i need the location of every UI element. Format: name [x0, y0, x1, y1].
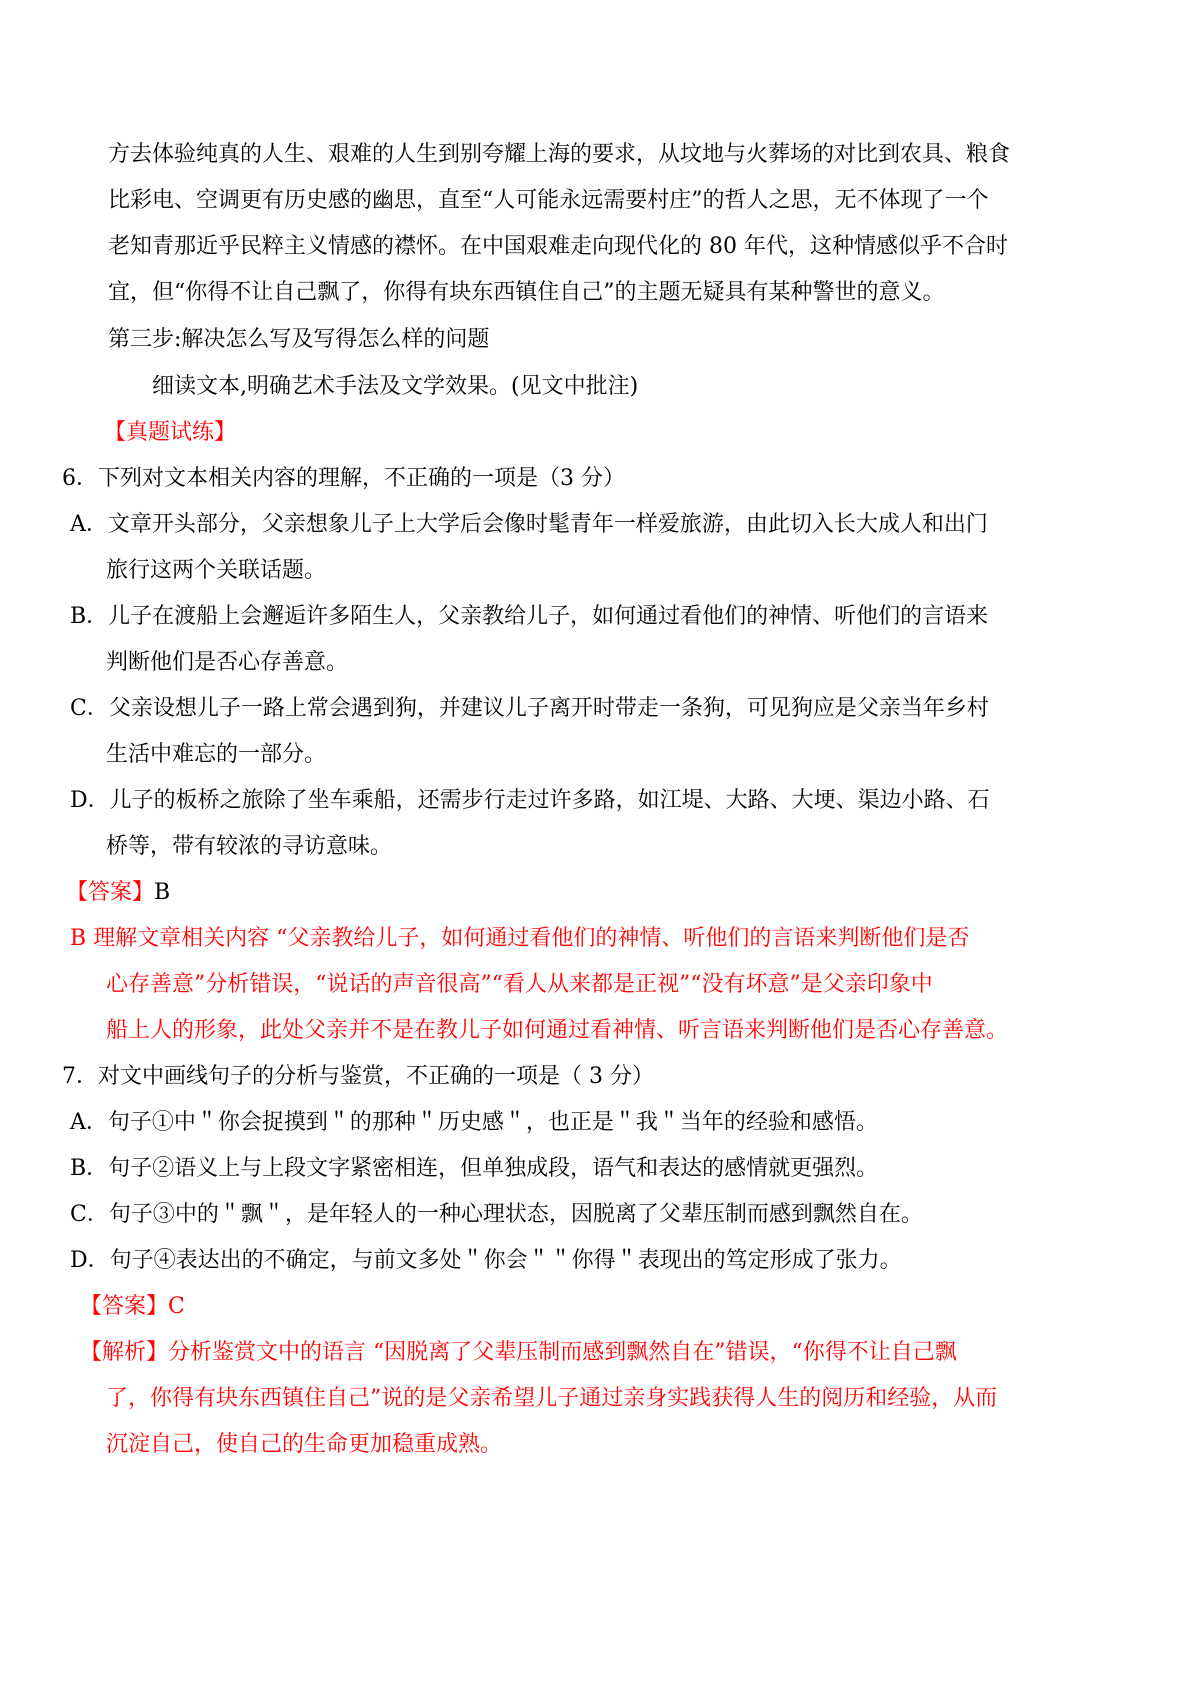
q6-option-a-line-1: A．文章开头部分，父亲想象儿子上大学后会像时髦青年一样爱旅游，由此切入长大成人和出门: [70, 512, 988, 537]
q6-option-c-line-1: C．父亲设想儿子一路上常会遇到狗，并建议儿子离开时带走一条狗，可见狗应是父亲当年乡村: [70, 696, 989, 721]
q7-option-d: D．句子④表达出的不确定，与前文多处＂你会＂＂你得＂表现出的笃定形成了张力。: [70, 1248, 902, 1273]
q6-option-d-line-2: 桥等，带有较浓的寻访意味。: [106, 834, 393, 859]
q6-answer: [66, 878, 170, 908]
passage-line-1: 方去体验纯真的人生、艰难的人生到别夸耀上海的要求，从坟地与火葬场的对比到农具、粮食: [108, 142, 1011, 167]
step3-title: 第三步:解决怎么写及写得怎么样的问题: [108, 327, 490, 352]
q7-analysis-line-3: 沉淀自己，使自己的生命更加稳重成熟。: [106, 1432, 503, 1457]
passage-line-4: 宜，但“你得不让自己飘了，你得有块东西镇住自己”的主题无疑具有某种警世的意义。: [108, 280, 945, 305]
section-label: 【真题试练】: [104, 420, 237, 445]
passage-line-2: 比彩电、空调更有历史感的幽思，直至“人可能永远需要村庄”的哲人之思，无不体现了一个: [108, 188, 989, 213]
q6-option-d-line-1: D．儿子的板桥之旅除了坐车乘船，还需步行走过许多路，如江堤、大路、大埂、渠边小路、石: [70, 788, 990, 813]
q7-answer: 【答案】C: [80, 1294, 185, 1319]
q7-option-b: B．句子②语义上与上段文字紧密相连，但单独成段，语气和表达的感情就更强烈。: [70, 1156, 879, 1181]
q6-stem: 6．下列对文本相关内容的理解，不正确的一项是（3 分）: [62, 466, 625, 491]
q6-analysis-line-1: B 理解文章相关内容 “父亲教给儿子，如何通过看他们的神情、听他们的言语来判断他们是否: [70, 926, 970, 951]
q6-answer-label: 【答案】: [66, 880, 155, 905]
q6-option-c-line-2: 生活中难忘的一部分。: [106, 742, 327, 767]
q6-option-a-line-2: 旅行这两个关联话题。: [106, 558, 327, 583]
passage-line-3: 老知青那近乎民粹主义情感的襟怀。在中国艰难走向现代化的 80 年代，这种情感似乎不合时: [108, 234, 1008, 259]
q6-analysis-line-2: 心存善意”分析错误，“说话的声音很高”“看人从来都是正视”“没有坏意”是父亲印象中: [106, 972, 933, 997]
step3-body: 细读文本,明确艺术手法及文学效果。(见文中批注): [152, 374, 639, 399]
q7-option-c: C．句子③中的＂飘＂，是年轻人的一种心理状态，因脱离了父辈压制而感到飘然自在。: [70, 1202, 923, 1227]
q6-answer-value: B: [154, 880, 171, 905]
q7-stem: 7．对文中画线句子的分析与鉴赏，不正确的一项是（ 3 分）: [62, 1064, 654, 1089]
q6-option-b-line-2: 判断他们是否心存善意。: [106, 650, 349, 675]
q7-analysis-line-1: 【解析】分析鉴赏文中的语言 “因脱离了父辈压制而感到飘然自在”错误，“你得不让自己飘: [80, 1340, 957, 1365]
q6-option-b-line-1: B．儿子在渡船上会邂逅许多陌生人，父亲教给儿子，如何通过看他们的神情、听他们的言语来: [70, 604, 989, 629]
q7-analysis-line-2: 了，你得有块东西镇住自己”说的是父亲希望儿子通过亲身实践获得人生的阅历和经验，从而: [106, 1386, 998, 1411]
q7-option-a: A．句子①中＂你会捉摸到＂的那种＂历史感＂，也正是＂我＂当年的经验和感悟。: [70, 1110, 878, 1135]
q6-analysis-line-3: 船上人的形象，此处父亲并不是在教儿子如何通过看神情、听言语来判断他们是否心存善意。: [106, 1018, 1009, 1043]
